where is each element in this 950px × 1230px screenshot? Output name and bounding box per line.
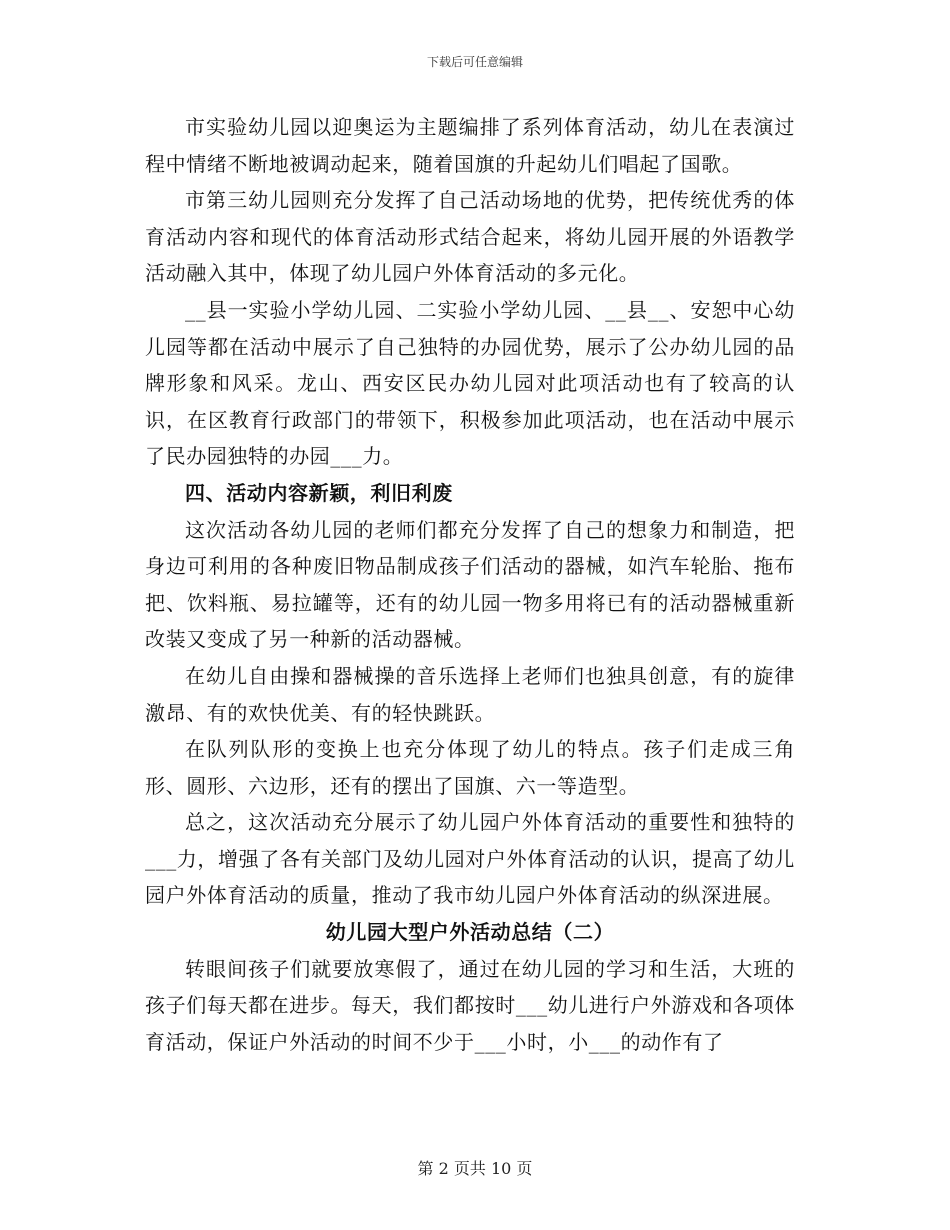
paragraph: 市第三幼儿园则充分发挥了自己活动场地的优势，把传统优秀的体育活动内容和现代的体育活动形式结合起来，将幼儿园开展的外语教学活动融入其中，体现了幼儿园户外体育活动的多元化。 xyxy=(145,188,795,286)
page-number: 第 2 页共 10 页 xyxy=(417,1159,533,1178)
page-header-note: 下载后可任意编辑 xyxy=(426,55,523,69)
paragraph: 市实验幼儿园以迎奥运为主题编排了系列体育活动，幼儿在表演过程中情绪不断地被调动起来，随着国旗的升起幼儿们唱起了国歌。 xyxy=(145,115,795,176)
paragraph: 总之，这次活动充分展示了幼儿园户外体育活动的重要性和独特的___力，增强了各有关部门及幼儿园对户外体育活动的认识，提高了幼儿园户外体育活动的质量，推动了我市幼儿园户外体育活动的纵深进展。 xyxy=(145,810,795,908)
document-body xyxy=(145,109,795,1060)
paragraph: 转眼间孩子们就要放寒假了，通过在幼儿园的学习和生活，大班的孩子们每天都在进步。每天，我们都按时___幼儿进行户外游戏和各项体育活动，保证户外活动的时间不少于___小时，小___的动作有了 xyxy=(145,956,795,1054)
paragraph: 这次活动各幼儿园的老师们都充分发挥了自己的想象力和制造，把身边可利用的各种废旧物品制成孩子们活动的器械，如汽车轮胎、拖布把、饮料瓶、易拉罐等，还有的幼儿园一物多用将已有的活动器械重新改装又变成了另一种新的活动器械。 xyxy=(145,517,795,652)
article-title: 幼儿园大型户外活动总结（二） xyxy=(325,920,615,945)
paragraph: 在幼儿自由操和器械操的音乐选择上老师们也独具创意，有的旋律激昂、有的欢快优美、有的轻快跳跃。 xyxy=(145,663,795,725)
paragraph: __县一实验小学幼儿园、二实验小学幼儿园、__县__、安恕中心幼儿园等都在活动中展示了自己独特的办园优势，展示了公办幼儿园的品牌形象和风采。龙山、西安区民办幼儿园对此项活动也有了较高的认识，在区教育行政部门的带领下，积极参加此项活动，也在活动中展示了民办园独特的办园___力。 xyxy=(145,297,795,469)
section-heading: 四、活动内容新颖，利旧利废 xyxy=(185,480,453,505)
paragraph: 在队列队形的变换上也充分体现了幼儿的特点。孩子们走成三角形、圆形、六边形，还有的摆出了国旗、六一等造型。 xyxy=(145,737,795,798)
